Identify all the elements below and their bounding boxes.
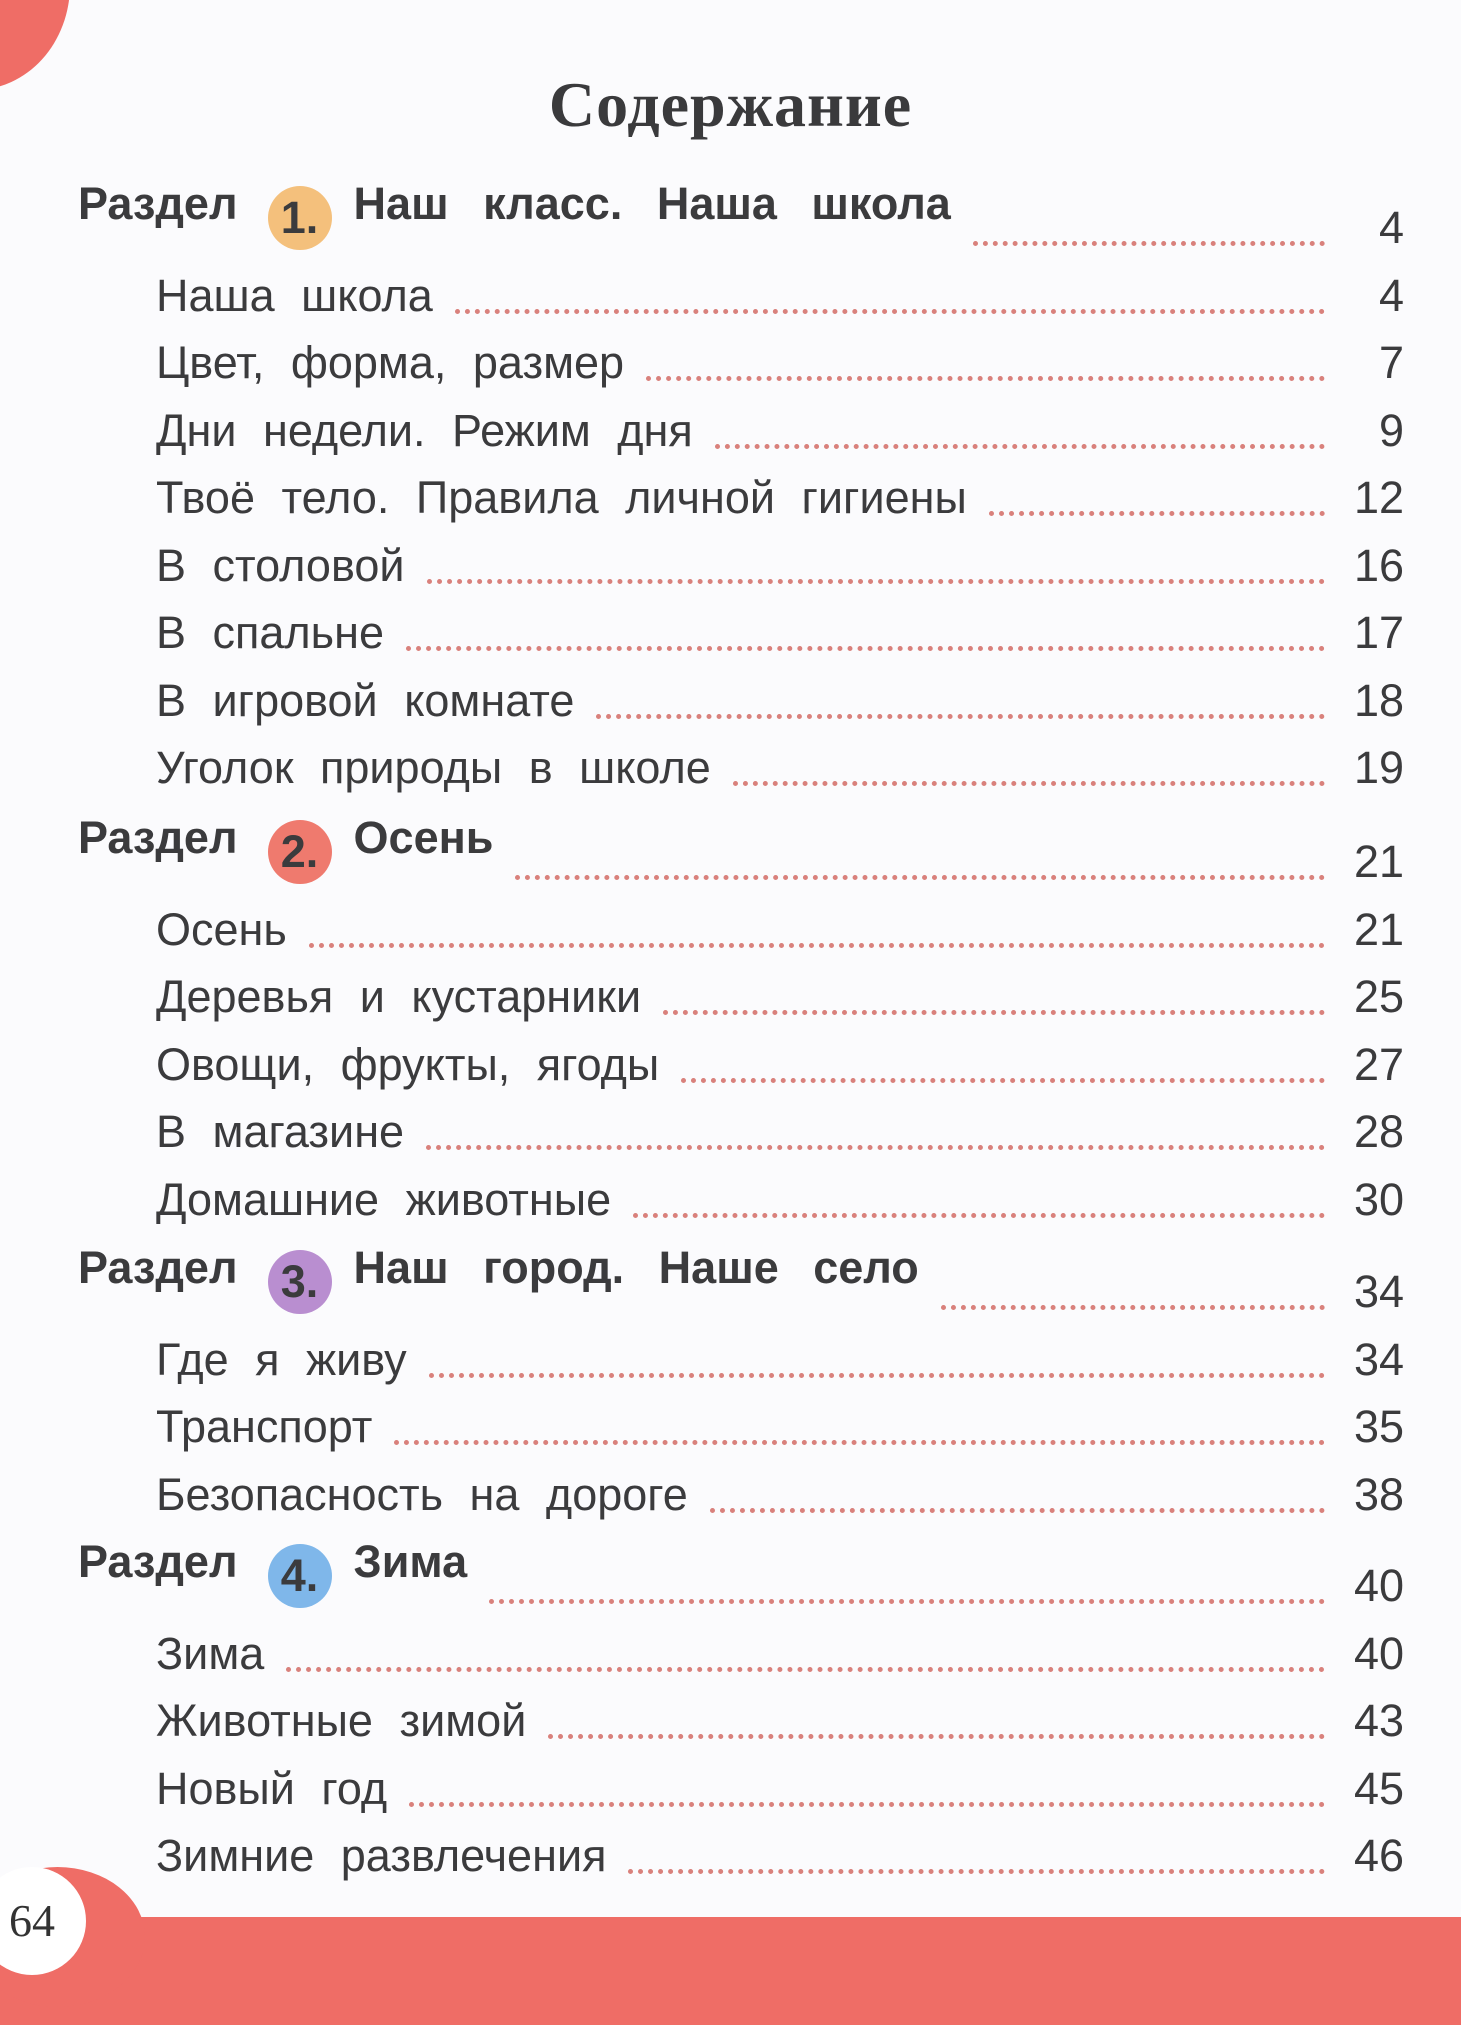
toc-item-row [0, 967, 1461, 1027]
dot-leader [406, 646, 1325, 651]
toc-item-row [0, 1691, 1461, 1751]
toc-item-row [0, 468, 1461, 528]
toc-item-row [0, 1330, 1461, 1390]
page-reference: 28 [1353, 1106, 1404, 1157]
page-reference: 43 [1353, 1695, 1404, 1746]
dot-leader [715, 444, 1325, 449]
dot-leader [633, 1213, 1325, 1218]
item-title: Дни недели. Режим дня [156, 404, 693, 456]
item-title: Осень [156, 903, 287, 955]
toc-section-row [0, 1536, 1461, 1616]
page-reference: 35 [1353, 1401, 1404, 1452]
dot-leader [427, 579, 1325, 584]
dot-leader [941, 1305, 1325, 1310]
item-title: Деревья и кустарники [156, 971, 642, 1022]
toc-section-row [0, 812, 1461, 892]
toc-section-row [0, 1242, 1461, 1322]
dot-leader [409, 1802, 1325, 1807]
toc-item-row [0, 1465, 1461, 1525]
dot-leader [455, 309, 1325, 314]
page-reference: 4 [1378, 269, 1404, 321]
page-reference: 16 [1353, 539, 1404, 591]
dot-leader [596, 714, 1325, 719]
dot-leader [663, 1010, 1325, 1015]
dot-leader [710, 1508, 1325, 1513]
item-title: Наша школа [156, 269, 433, 321]
toc-item-row [0, 738, 1461, 798]
dot-leader [489, 1599, 1325, 1604]
dot-leader [286, 1667, 1325, 1672]
page-reference: 21 [1353, 903, 1404, 955]
item-title: Овощи, фрукты, ягоды [156, 1038, 660, 1090]
dot-leader [426, 1145, 1325, 1150]
page-reference: 21 [1353, 836, 1404, 887]
page-reference: 34 [1353, 1333, 1404, 1385]
toc-item-row [0, 333, 1461, 393]
section-title: Наш класс. Наша школа [353, 178, 951, 229]
page-reference: 30 [1353, 1173, 1404, 1225]
section-number-badge: 4. [268, 1544, 332, 1608]
item-title: Твоё тело. Правила личной гигиены [156, 472, 967, 523]
section-title: Осень [353, 812, 494, 863]
page-reference: 25 [1353, 971, 1404, 1022]
section-word: Раздел [78, 178, 238, 229]
toc-item-row [0, 1170, 1461, 1230]
page-reference: 17 [1353, 607, 1404, 658]
toc-item-row [0, 266, 1461, 326]
section-number-badge: 2. [268, 820, 332, 884]
page-reference: 45 [1353, 1762, 1404, 1814]
page-reference: 7 [1378, 337, 1404, 388]
page-reference: 34 [1353, 1266, 1404, 1317]
page-reference: 9 [1378, 404, 1404, 456]
item-title: Цвет, форма, размер [156, 337, 625, 388]
dot-leader [628, 1869, 1325, 1874]
item-title: В спальне [156, 607, 384, 658]
dot-leader [548, 1734, 1325, 1739]
section-word: Раздел [78, 812, 238, 863]
page-reference: 38 [1353, 1468, 1404, 1520]
toc-item-row [0, 401, 1461, 461]
toc-item-row [0, 1397, 1461, 1457]
dot-leader [394, 1440, 1325, 1445]
item-title: В игровой комнате [156, 674, 575, 726]
item-title: Уголок природы в школе [156, 742, 711, 793]
toc-item-row [0, 603, 1461, 663]
dot-leader [989, 511, 1325, 516]
footer-band [0, 1917, 1461, 2025]
page-reference: 40 [1353, 1560, 1404, 1611]
section-title: Наш город. Наше село [353, 1242, 919, 1293]
toc-item-row [0, 1035, 1461, 1095]
section-heading [78, 812, 494, 884]
item-title: Зимние развлечения [156, 1830, 607, 1881]
dot-leader [429, 1373, 1325, 1378]
dot-leader [646, 376, 1325, 381]
toc-item-row [0, 900, 1461, 960]
section-number-badge: 3. [268, 1250, 332, 1314]
item-title: Безопасность на дороге [156, 1468, 688, 1520]
page-reference: 46 [1353, 1830, 1404, 1881]
page-reference: 19 [1353, 742, 1404, 793]
dot-leader [515, 875, 1325, 880]
page-number: 64 [0, 1867, 86, 1975]
section-word: Раздел [78, 1242, 238, 1293]
item-title: Где я живу [156, 1333, 407, 1385]
section-number-badge: 1. [268, 186, 332, 250]
toc-item-row [0, 1759, 1461, 1819]
item-title: В магазине [156, 1106, 405, 1157]
section-heading [78, 1242, 919, 1314]
page-reference: 4 [1378, 202, 1404, 253]
toc-item-row [0, 536, 1461, 596]
page-reference: 18 [1353, 674, 1404, 726]
page-reference: 12 [1353, 472, 1404, 523]
item-title: Новый год [156, 1762, 388, 1814]
dot-leader [973, 241, 1325, 246]
item-title: Животные зимой [156, 1695, 527, 1746]
page-title: Содержание [548, 69, 913, 140]
section-word: Раздел [78, 1536, 238, 1587]
item-title: Транспорт [156, 1401, 373, 1452]
toc-item-row [0, 671, 1461, 731]
toc-section-row [0, 178, 1461, 258]
section-title: Зима [353, 1536, 468, 1587]
dot-leader [309, 943, 1325, 948]
item-title: Зима [156, 1627, 265, 1679]
section-heading [78, 1536, 468, 1608]
section-heading [78, 178, 951, 250]
dot-leader [733, 781, 1325, 786]
toc-item-row [0, 1102, 1461, 1162]
item-title: В столовой [156, 539, 405, 591]
page-reference: 27 [1353, 1038, 1404, 1090]
dot-leader [681, 1078, 1325, 1083]
toc-item-row [0, 1624, 1461, 1684]
item-title: Домашние животные [156, 1173, 612, 1225]
page-reference: 40 [1353, 1627, 1404, 1679]
toc-item-row [0, 1826, 1461, 1886]
